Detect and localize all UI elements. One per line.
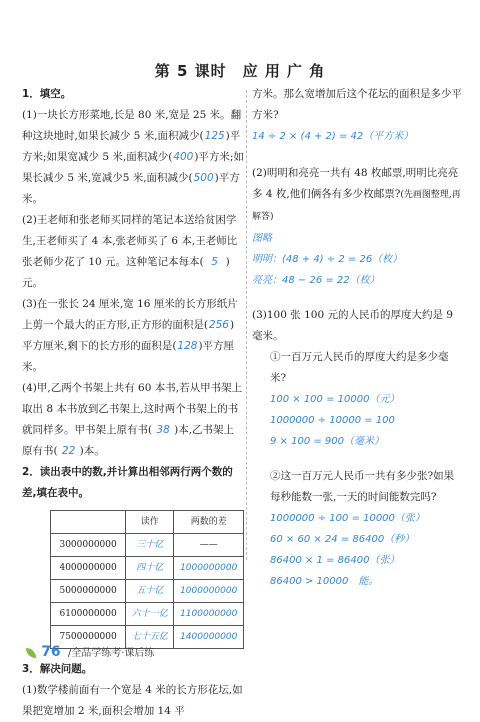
table-row: 7500000000 七十五亿 1400000000 — [51, 626, 244, 649]
work-3-3c: 9 × 100 = 900（毫米） — [270, 436, 385, 447]
answer-blank: 400 — [173, 151, 194, 163]
answer-blank: 38 — [156, 424, 170, 436]
page-footer — [26, 644, 154, 660]
work-3-4b: 60 × 60 × 24 = 86400（秒） — [270, 534, 415, 545]
work-3-2b: 明明：(48 + 4) ÷ 2 = 26（枚） — [252, 254, 403, 265]
footer-text: /全品学练考·课后练 — [67, 648, 155, 659]
answer-blank: 500 — [193, 172, 214, 184]
question-3-3: (3)100 张 100 元的人民币的厚度大约是 9 毫米。 — [252, 309, 453, 342]
page-number: 76 — [41, 644, 61, 660]
question-3-3-i: ①一百万元人民币的厚度大约是多少毫米? — [270, 351, 449, 384]
left-column — [22, 84, 244, 722]
question-3-1-continued: 方米。那么宽增加后这个花坛的面积是多少平方米? — [252, 88, 462, 121]
table-row: 3000000000 三十亿 —— — [51, 534, 244, 557]
question-3-1: (1)数学楼前面有一个宽是 4 米的长方形花坛,如果把宽增加 2 米,面积会增加 14 平 — [22, 684, 243, 717]
question-3-3-ii: ②这一百万元人民币一共有多少张?如果每秒能数一张,一天的时间能数完吗? — [270, 470, 455, 503]
work-3-4a: 1000000 ÷ 100 = 10000（张） — [270, 513, 425, 524]
right-column — [252, 84, 462, 592]
table-row: 4000000000 四十亿 1000000000 — [51, 557, 244, 580]
number-table — [50, 510, 244, 649]
question-1-1: (1)一块长方形菜地,长是 80 米,宽是 25 米。翻种这块地时,如果长减少 5 米,面积减少(125)平方米;如果宽减少 5 米,面积减少(400)平方米;如果长减少 5 米,宽减少5 米,面积减少(500)平方米。 — [22, 109, 244, 205]
table-header — [51, 511, 126, 534]
table-header: 两数的差 — [174, 511, 244, 534]
table-row: 6100000000 六十一亿 1100000000 — [51, 603, 244, 626]
section-1-heading: 1．填空。 — [22, 88, 72, 100]
answer-blank: 128 — [177, 340, 198, 352]
leaf-icon — [26, 648, 36, 658]
work-3-4d: 86400 > 10000 能。 — [270, 576, 379, 587]
page-title: 第 5 课时 应 用 广 角 — [154, 62, 326, 80]
work-3-3a: 100 × 100 = 10000（元） — [270, 394, 400, 405]
question-3-2: (2)明明和亮亮一共有 48 枚邮票,明明比亮亮多 4 枚,他们俩各有多少枚邮票?(先画图整理,再解答) — [252, 167, 461, 222]
work-3-2c: 亮亮：48 − 26 = 22（枚） — [252, 275, 380, 286]
answer-blank: 5 — [211, 256, 218, 268]
answer-blank: 22 — [61, 445, 76, 457]
work-3-3b: 1000000 ÷ 10000 = 100 — [270, 415, 395, 426]
table-row: 5000000000 五十亿 1000000000 — [51, 580, 244, 603]
work-3-1: 14 ÷ 2 × (4 + 2) = 42（平方米） — [252, 131, 414, 142]
table-header: 读作 — [126, 511, 174, 534]
work-3-2a: 图略 — [252, 233, 272, 244]
question-1-4: (4)甲,乙两个书架上共有 60 本书,若从甲书架上取出 8 本书放到乙书架上,这时两个书架上的书就同样多。甲书架上原有书( 38 )本,乙书架上原有书( 22 )本。 — [22, 378, 244, 462]
question-1-2: (2)王老师和张老师买同样的笔记本送给贫困学生,王老师买了 4 本,张老师买了 6 本,王老师比张老师少花了 10 元。这种笔记本每本( 5 )元。 — [22, 214, 238, 289]
section-3-heading: 3．解决问题。 — [22, 663, 93, 675]
answer-blank: 125 — [204, 130, 225, 142]
column-divider — [246, 90, 247, 560]
answer-blank: 256 — [208, 319, 229, 331]
question-1-3: (3)在一张长 24 厘米,宽 16 厘米的长方形纸片上剪一个最大的正方形,正方形的面积是(256)平方厘米,剩下的长方形的面积是(128)平方厘米。 — [22, 298, 238, 373]
section-2-heading: 2．读出表中的数,并计算出相邻两行两个数的差,填在表中。 — [22, 466, 233, 499]
work-3-4c: 86400 × 1 = 86400（张） — [270, 555, 400, 566]
